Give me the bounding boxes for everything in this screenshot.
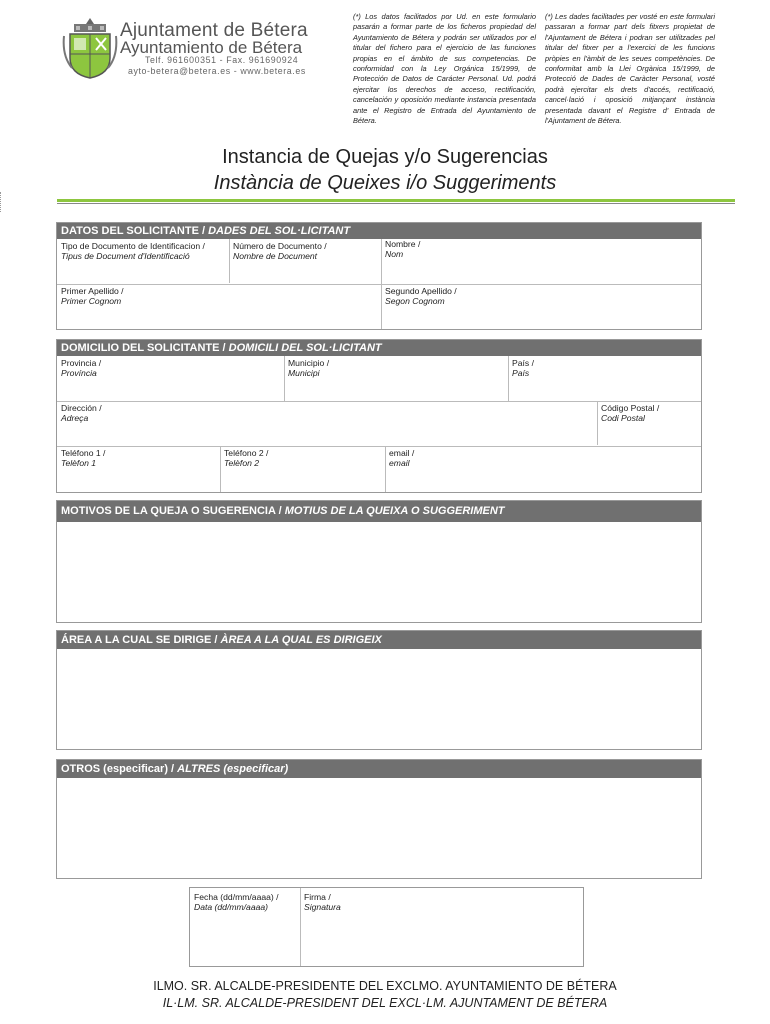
gray-divider [57, 203, 735, 204]
phone-fax: Telf. 961600351 - Fax. 961690924 [145, 55, 299, 65]
date-field[interactable]: Fecha (dd/mm/aaaa) / Data (dd/mm/aaaa) [194, 892, 279, 912]
signature-box [189, 887, 584, 967]
coat-of-arms-logo [62, 16, 118, 80]
applicant-section [56, 222, 702, 330]
province-field[interactable]: Provincia / Província [61, 358, 102, 378]
green-divider [57, 199, 735, 202]
form-title-ca: Instància de Queixes i/o Suggeriments [213, 172, 557, 194]
phone1-field[interactable]: Teléfono 1 / Telèfon 1 [61, 448, 106, 468]
other-textarea[interactable] [57, 778, 701, 878]
address-field[interactable]: Dirección / Adreça [61, 403, 102, 423]
section-header: DOMICILIO DEL SOLICITANTE / DOMICILI DEL SOL·LICITANT [57, 340, 701, 356]
margin-mark [0, 192, 3, 212]
reasons-section [56, 500, 702, 623]
phone2-field[interactable]: Teléfono 2 / Telèfon 2 [224, 448, 269, 468]
addressee-ca: IL·LM. SR. ALCALDE-PRESIDENT DEL EXCL·LM. AJUNTAMENT DE BÉTERA [162, 996, 608, 1010]
name-field[interactable]: Nombre / Nom [385, 239, 421, 259]
privacy-note-ca: (*) Les dades facilitades per vosté en este formulari passaran a formar part dels fitxers propietat de l'Ajuntament de Bétera i podran ser utilitzades pel titular del fitxer per a l'exercici de les funcions pròpies en l'àmbit de les seues competències. De conformitat amb la Llei Orgànica 15/1999, de Protecció de Dades de Caràcter Personal, vosté podrà ejercitar els drets d'accés, rectificació, cancel·lació i oposició mitjançant instància presentada davant el Registre d' Entrada de l'Ajuntament de Bétera. [545, 12, 715, 126]
other-section [56, 759, 702, 879]
reasons-textarea[interactable] [57, 522, 701, 622]
municipality-name: Ajuntament de Bétera [120, 20, 308, 41]
form-title: Instancia de Quejas y/o Sugerencias [222, 146, 548, 168]
section-header: MOTIVOS DE LA QUEJA O SUGERENCIA / MOTIUS DE LA QUEIXA O SUGGERIMENT [57, 501, 701, 522]
email-field[interactable]: email / email [389, 448, 415, 468]
area-section [56, 630, 702, 750]
section-header: OTROS (especificar) / ALTRES (especificar) [57, 760, 701, 778]
doc-type-field[interactable]: Tipo de Documento de Identificacion / Tipus de Document d'Identificació [61, 241, 205, 261]
first-surname-field[interactable]: Primer Apellido / Primer Cognom [61, 286, 124, 306]
addressee: ILMO. SR. ALCALDE-PRESIDENTE DEL EXCLMO. AYUNTAMIENTO DE BÉTERA [153, 979, 617, 993]
privacy-note-es: (*) Los datos facilitados por Ud. en este formulario pasarán a formar parte de los ficheros propiedad del Ayuntamiento de Bétera y podrán ser utilizados por el titular del fichero para el ejercicio de las funciones propias en el ámbito de sus competencias. De conformidad con la Ley Orgánica 15/1999, de Protección de Datos de Carácter Personal. Ud. podrá ejercitar los derechos de acceso, rectificación, cancelación y oposición mediante instancia presentada ante el Registro de Entrada del Ayuntamiento de Bétera. [353, 12, 536, 126]
doc-number-field[interactable]: Número de Documento / Nombre de Document [233, 241, 327, 261]
section-header: DATOS DEL SOLICITANTE / DADES DEL SOL·LICITANT [57, 223, 701, 239]
municipality-name-alt: Ayuntamiento de Bétera [120, 38, 303, 57]
municipality-field[interactable]: Municipio / Municipi [288, 358, 330, 378]
second-surname-field[interactable]: Segundo Apellido / Segon Cognom [385, 286, 457, 306]
email-web: ayto-betera@betera.es - www.betera.es [128, 66, 306, 76]
postal-code-field[interactable]: Código Postal / Codi Postal [601, 403, 660, 423]
area-textarea[interactable] [57, 649, 701, 749]
section-header: ÁREA A LA CUAL SE DIRIGE / ÀREA A LA QUAL ES DIRIGEIX [57, 631, 701, 649]
address-section [56, 339, 702, 493]
country-field[interactable]: País / País [512, 358, 534, 378]
signature-field[interactable]: Firma / Signatura [304, 892, 341, 912]
